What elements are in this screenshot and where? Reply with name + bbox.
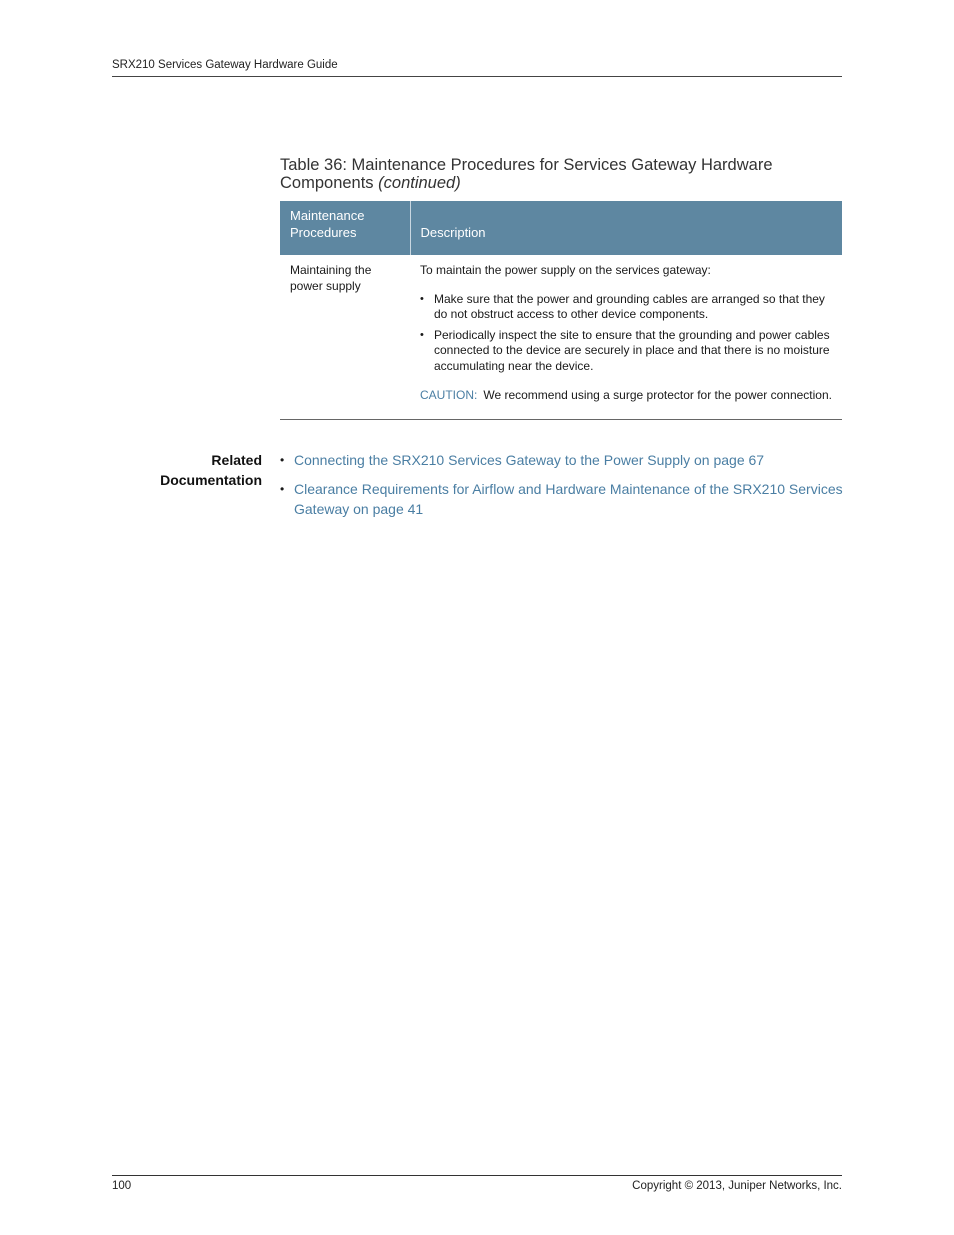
copyright-notice: Copyright © 2013, Juniper Networks, Inc. <box>632 1180 842 1192</box>
bullet-item: • Periodically inspect the site to ensure that the grounding and power cables connected to the device are securely in place and that there is no moisture accumulating near the device. <box>420 328 833 375</box>
table-header-row <box>280 201 842 255</box>
guide-title: SRX210 Services Gateway Hardware Guide <box>112 59 338 71</box>
caution-note <box>420 388 833 404</box>
page-header <box>112 57 842 77</box>
related-link-clearance-requirements[interactable]: Clearance Requirements for Airflow and Hardware Maintenance of the SRX210 Services Gateway on page 41 <box>294 481 843 517</box>
column-header-description: Description <box>410 201 842 255</box>
related-documentation-list <box>280 450 845 528</box>
bullet-item: • Make sure that the power and grounding cables are arranged so that they do not obstruct access to other device components. <box>420 292 833 323</box>
related-link-power-supply[interactable]: Connecting the SRX210 Services Gateway to the Power Supply on page 67 <box>294 452 765 468</box>
description-bullets <box>420 292 833 375</box>
page-number: 100 <box>112 1180 132 1192</box>
list-item <box>280 450 845 470</box>
column-header-procedures: Maintenance Procedures <box>280 201 410 255</box>
procedure-cell: Maintaining the power supply <box>280 255 410 419</box>
list-item <box>280 479 845 519</box>
table-caption <box>280 156 840 192</box>
page-footer <box>112 1175 842 1192</box>
maintenance-procedures-table <box>280 201 842 420</box>
description-cell <box>410 255 842 419</box>
caution-text: We recommend using a surge protector for the power connection. <box>483 388 832 402</box>
table-row <box>280 255 842 419</box>
table-caption-suffix: (continued) <box>378 174 461 192</box>
caution-label: CAUTION: <box>420 388 478 402</box>
related-documentation-heading: Related Documentation <box>160 452 262 488</box>
table-caption-text: Table 36: Maintenance Procedures for Services Gateway Hardware Components <box>280 156 773 192</box>
description-intro: To maintain the power supply on the services gateway: <box>420 263 711 277</box>
